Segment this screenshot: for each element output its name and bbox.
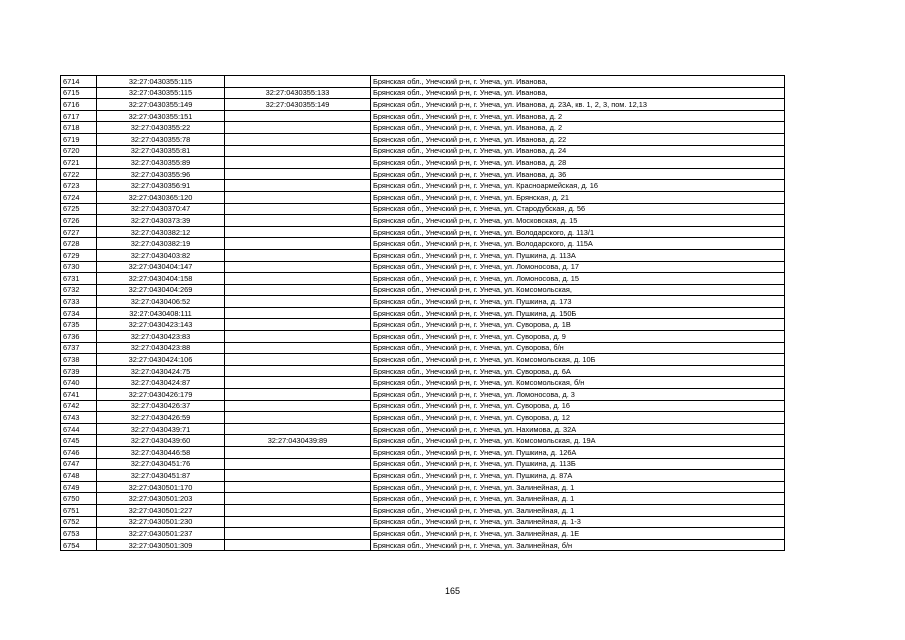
cadastral-number-cell: 32:27:0430501:227 (97, 504, 225, 516)
cadastral-number-cell: 32:27:0430356:91 (97, 180, 225, 192)
cadastral-number-cell: 32:27:0430423:143 (97, 319, 225, 331)
cadastral-number-cell: 32:27:0430382:12 (97, 226, 225, 238)
row-number-cell: 6728 (61, 238, 97, 250)
cadastral-number-cell: 32:27:0430404:147 (97, 261, 225, 273)
table-row (61, 273, 785, 285)
related-cadastral-number-cell (225, 354, 371, 366)
row-number-cell: 6754 (61, 539, 97, 551)
page-number: 165 (444, 586, 461, 596)
row-number-cell: 6738 (61, 354, 97, 366)
address-cell: Брянская обл., Унечский р-н, г. Унеча, ул. Пушкина, д. 113Б (371, 458, 785, 470)
related-cadastral-number-cell (225, 191, 371, 203)
address-cell: Брянская обл., Унечский р-н, г. Унеча, ул. Залинейная, д. 1 (371, 504, 785, 516)
related-cadastral-number-cell (225, 168, 371, 180)
address-cell: Брянская обл., Унечский р-н, г. Унеча, ул. Залинейная, б/н (371, 539, 785, 551)
address-cell: Брянская обл., Унечский р-н, г. Унеча, ул. Комсомольская, (371, 284, 785, 296)
row-number-cell: 6721 (61, 157, 97, 169)
table-row (61, 528, 785, 540)
cadastral-number-cell: 32:27:0430424:75 (97, 365, 225, 377)
table-row (61, 435, 785, 447)
related-cadastral-number-cell (225, 226, 371, 238)
table-row (61, 516, 785, 528)
cadastral-number-cell: 32:27:0430424:87 (97, 377, 225, 389)
row-number-cell: 6716 (61, 99, 97, 111)
table-row (61, 215, 785, 227)
related-cadastral-number-cell (225, 423, 371, 435)
address-cell: Брянская обл., Унечский р-н, г. Унеча, ул. Красноармейская, д. 16 (371, 180, 785, 192)
table-row (61, 389, 785, 401)
row-number-cell: 6726 (61, 215, 97, 227)
address-cell: Брянская обл., Унечский р-н, г. Унеча, ул. Иванова, д. 2 (371, 110, 785, 122)
cadastral-number-cell: 32:27:0430501:237 (97, 528, 225, 540)
address-cell: Брянская обл., Унечский р-н, г. Унеча, ул. Иванова, д. 36 (371, 168, 785, 180)
related-cadastral-number-cell (225, 76, 371, 88)
cadastral-number-cell: 32:27:0430373:39 (97, 215, 225, 227)
address-cell: Брянская обл., Унечский р-н, г. Унеча, ул. Залинейная, д. 1Е (371, 528, 785, 540)
table-row (61, 261, 785, 273)
row-number-cell: 6719 (61, 133, 97, 145)
row-number-cell: 6741 (61, 389, 97, 401)
related-cadastral-number-cell (225, 539, 371, 551)
related-cadastral-number-cell (225, 412, 371, 424)
row-number-cell: 6732 (61, 284, 97, 296)
table-row (61, 493, 785, 505)
row-number-cell: 6720 (61, 145, 97, 157)
related-cadastral-number-cell (225, 516, 371, 528)
cadastral-number-cell: 32:27:0430355:151 (97, 110, 225, 122)
address-cell: Брянская обл., Унечский р-н, г. Унеча, ул. Ломоносова, д. 17 (371, 261, 785, 273)
related-cadastral-number-cell (225, 145, 371, 157)
table-row (61, 423, 785, 435)
row-number-cell: 6717 (61, 110, 97, 122)
related-cadastral-number-cell (225, 504, 371, 516)
related-cadastral-number-cell (225, 331, 371, 343)
cadastral-number-cell: 32:27:0430501:203 (97, 493, 225, 505)
address-cell: Брянская обл., Унечский р-н, г. Унеча, ул. Пушкина, д. 87А (371, 470, 785, 482)
cadastral-number-cell: 32:27:0430501:170 (97, 481, 225, 493)
row-number-cell: 6751 (61, 504, 97, 516)
row-number-cell: 6745 (61, 435, 97, 447)
cadastral-number-cell: 32:27:0430501:230 (97, 516, 225, 528)
address-cell: Брянская обл., Унечский р-н, г. Унеча, ул. Московская, д. 15 (371, 215, 785, 227)
related-cadastral-number-cell: 32:27:0430355:149 (225, 99, 371, 111)
address-cell: Брянская обл., Унечский р-н, г. Унеча, ул. Суворова, д. 16 (371, 400, 785, 412)
related-cadastral-number-cell (225, 447, 371, 459)
table-row (61, 504, 785, 516)
related-cadastral-number-cell (225, 284, 371, 296)
row-number-cell: 6729 (61, 249, 97, 261)
row-number-cell: 6744 (61, 423, 97, 435)
cadastral-number-cell: 32:27:0430426:179 (97, 389, 225, 401)
address-cell: Брянская обл., Унечский р-н, г. Унеча, ул. Суворова, д. 12 (371, 412, 785, 424)
table-row (61, 447, 785, 459)
cadastral-number-cell: 32:27:0430424:106 (97, 354, 225, 366)
row-number-cell: 6734 (61, 307, 97, 319)
related-cadastral-number-cell (225, 261, 371, 273)
address-cell: Брянская обл., Унечский р-н, г. Унеча, ул. Иванова, (371, 76, 785, 88)
row-number-cell: 6725 (61, 203, 97, 215)
table-row (61, 76, 785, 88)
row-number-cell: 6743 (61, 412, 97, 424)
address-cell: Брянская обл., Унечский р-н, г. Унеча, ул. Суворова, б/н (371, 342, 785, 354)
row-number-cell: 6733 (61, 296, 97, 308)
row-number-cell: 6739 (61, 365, 97, 377)
address-cell: Брянская обл., Унечский р-н, г. Унеча, ул. Стародубская, д. 56 (371, 203, 785, 215)
table-row (61, 191, 785, 203)
related-cadastral-number-cell (225, 215, 371, 227)
related-cadastral-number-cell (225, 389, 371, 401)
table-row (61, 377, 785, 389)
cadastral-number-cell: 32:27:0430403:82 (97, 249, 225, 261)
row-number-cell: 6742 (61, 400, 97, 412)
cadastral-number-cell: 32:27:0430382:19 (97, 238, 225, 250)
cadastral-number-cell: 32:27:0430355:149 (97, 99, 225, 111)
table-row (61, 470, 785, 482)
table-row (61, 87, 785, 99)
table-row (61, 458, 785, 470)
address-cell: Брянская обл., Унечский р-н, г. Унеча, ул. Пушкина, д. 173 (371, 296, 785, 308)
cadastral-number-cell: 32:27:0430355:78 (97, 133, 225, 145)
table-row (61, 539, 785, 551)
row-number-cell: 6740 (61, 377, 97, 389)
table-row (61, 203, 785, 215)
row-number-cell: 6736 (61, 331, 97, 343)
table-body (61, 76, 785, 551)
related-cadastral-number-cell: 32:27:0430355:133 (225, 87, 371, 99)
table-row (61, 354, 785, 366)
cadastral-number-cell: 32:27:0430355:22 (97, 122, 225, 134)
address-cell: Брянская обл., Унечский р-н, г. Унеча, ул. Иванова, д. 24 (371, 145, 785, 157)
address-cell: Брянская обл., Унечский р-н, г. Унеча, ул. Залинейная, д. 1-3 (371, 516, 785, 528)
address-cell: Брянская обл., Унечский р-н, г. Унеча, ул. Пушкина, д. 113А (371, 249, 785, 261)
address-cell: Брянская обл., Унечский р-н, г. Унеча, ул. Иванова, (371, 87, 785, 99)
cadastral-number-cell: 32:27:0430439:60 (97, 435, 225, 447)
table-row (61, 296, 785, 308)
table-row (61, 226, 785, 238)
row-number-cell: 6735 (61, 319, 97, 331)
address-cell: Брянская обл., Унечский р-н, г. Унеча, ул. Иванова, д. 23А, кв. 1, 2, 3, пом. 12,13 (371, 99, 785, 111)
related-cadastral-number-cell (225, 296, 371, 308)
row-number-cell: 6723 (61, 180, 97, 192)
related-cadastral-number-cell (225, 273, 371, 285)
table-row (61, 319, 785, 331)
related-cadastral-number-cell (225, 157, 371, 169)
related-cadastral-number-cell (225, 180, 371, 192)
address-cell: Брянская обл., Унечский р-н, г. Унеча, ул. Пушкина, д. 126А (371, 447, 785, 459)
table-row (61, 168, 785, 180)
address-cell: Брянская обл., Унечский р-н, г. Унеча, ул. Брянская, д. 21 (371, 191, 785, 203)
row-number-cell: 6752 (61, 516, 97, 528)
row-number-cell: 6753 (61, 528, 97, 540)
row-number-cell: 6730 (61, 261, 97, 273)
row-number-cell: 6750 (61, 493, 97, 505)
cadastral-number-cell: 32:27:0430355:115 (97, 76, 225, 88)
row-number-cell: 6746 (61, 447, 97, 459)
cadastral-number-cell: 32:27:0430439:71 (97, 423, 225, 435)
related-cadastral-number-cell (225, 307, 371, 319)
row-number-cell: 6715 (61, 87, 97, 99)
related-cadastral-number-cell (225, 249, 371, 261)
table-row (61, 284, 785, 296)
cadastral-number-cell: 32:27:0430404:269 (97, 284, 225, 296)
cadastral-number-cell: 32:27:0430451:76 (97, 458, 225, 470)
address-cell: Брянская обл., Унечский р-н, г. Унеча, ул. Комсомольская, б/н (371, 377, 785, 389)
row-number-cell: 6737 (61, 342, 97, 354)
table-row (61, 180, 785, 192)
cadastral-number-cell: 32:27:0430408:111 (97, 307, 225, 319)
table-row (61, 145, 785, 157)
row-number-cell: 6731 (61, 273, 97, 285)
cadastral-number-cell: 32:27:0430404:158 (97, 273, 225, 285)
row-number-cell: 6714 (61, 76, 97, 88)
address-cell: Брянская обл., Унечский р-н, г. Унеча, ул. Нахимова, д. 32А (371, 423, 785, 435)
address-cell: Брянская обл., Унечский р-н, г. Унеча, ул. Иванова, д. 22 (371, 133, 785, 145)
related-cadastral-number-cell (225, 133, 371, 145)
cadastral-number-cell: 32:27:0430451:87 (97, 470, 225, 482)
related-cadastral-number-cell (225, 377, 371, 389)
related-cadastral-number-cell (225, 342, 371, 354)
address-cell: Брянская обл., Унечский р-н, г. Унеча, ул. Комсомольская, д. 10Б (371, 354, 785, 366)
row-number-cell: 6747 (61, 458, 97, 470)
table-row (61, 157, 785, 169)
address-cell: Брянская обл., Унечский р-н, г. Унеча, ул. Залинейная, д. 1 (371, 493, 785, 505)
related-cadastral-number-cell (225, 481, 371, 493)
cadastral-number-cell: 32:27:0430446:58 (97, 447, 225, 459)
row-number-cell: 6722 (61, 168, 97, 180)
related-cadastral-number-cell (225, 203, 371, 215)
cadastral-number-cell: 32:27:0430501:309 (97, 539, 225, 551)
table-row (61, 481, 785, 493)
table-row (61, 365, 785, 377)
address-cell: Брянская обл., Унечский р-н, г. Унеча, ул. Володарского, д. 115А (371, 238, 785, 250)
table-row (61, 133, 785, 145)
related-cadastral-number-cell (225, 319, 371, 331)
row-number-cell: 6748 (61, 470, 97, 482)
cadastral-number-cell: 32:27:0430355:96 (97, 168, 225, 180)
table-row (61, 307, 785, 319)
table-row (61, 110, 785, 122)
address-cell: Брянская обл., Унечский р-н, г. Унеча, ул. Комсомольская, д. 19А (371, 435, 785, 447)
row-number-cell: 6749 (61, 481, 97, 493)
related-cadastral-number-cell (225, 122, 371, 134)
related-cadastral-number-cell (225, 493, 371, 505)
table-row (61, 331, 785, 343)
cadastral-number-cell: 32:27:0430355:115 (97, 87, 225, 99)
table-row (61, 122, 785, 134)
table-row (61, 99, 785, 111)
address-cell: Брянская обл., Унечский р-н, г. Унеча, ул. Иванова, д. 28 (371, 157, 785, 169)
cadastral-number-cell: 32:27:0430426:37 (97, 400, 225, 412)
address-cell: Брянская обл., Унечский р-н, г. Унеча, ул. Иванова, д. 2 (371, 122, 785, 134)
table-row (61, 342, 785, 354)
table-row (61, 400, 785, 412)
related-cadastral-number-cell: 32:27:0430439:89 (225, 435, 371, 447)
related-cadastral-number-cell (225, 238, 371, 250)
cadastral-number-cell: 32:27:0430355:81 (97, 145, 225, 157)
row-number-cell: 6724 (61, 191, 97, 203)
cadastral-number-cell: 32:27:0430423:83 (97, 331, 225, 343)
related-cadastral-number-cell (225, 110, 371, 122)
related-cadastral-number-cell (225, 528, 371, 540)
related-cadastral-number-cell (225, 458, 371, 470)
row-number-cell: 6727 (61, 226, 97, 238)
address-cell: Брянская обл., Унечский р-н, г. Унеча, ул. Суворова, д. 1В (371, 319, 785, 331)
table-row (61, 412, 785, 424)
property-table (60, 75, 785, 551)
address-cell: Брянская обл., Унечский р-н, г. Унеча, ул. Суворова, д. 6А (371, 365, 785, 377)
address-cell: Брянская обл., Унечский р-н, г. Унеча, ул. Ломоносова, д. 15 (371, 273, 785, 285)
related-cadastral-number-cell (225, 400, 371, 412)
address-cell: Брянская обл., Унечский р-н, г. Унеча, ул. Володарского, д. 113/1 (371, 226, 785, 238)
address-cell: Брянская обл., Унечский р-н, г. Унеча, ул. Ломоносова, д. 3 (371, 389, 785, 401)
cadastral-number-cell: 32:27:0430426:59 (97, 412, 225, 424)
table-row (61, 249, 785, 261)
cadastral-number-cell: 32:27:0430423:88 (97, 342, 225, 354)
cadastral-number-cell: 32:27:0430365:120 (97, 191, 225, 203)
cadastral-number-cell: 32:27:0430370:47 (97, 203, 225, 215)
cadastral-number-cell: 32:27:0430406:52 (97, 296, 225, 308)
address-cell: Брянская обл., Унечский р-н, г. Унеча, ул. Залинейная, д. 1 (371, 481, 785, 493)
related-cadastral-number-cell (225, 470, 371, 482)
table-row (61, 238, 785, 250)
cadastral-number-cell: 32:27:0430355:89 (97, 157, 225, 169)
address-cell: Брянская обл., Унечский р-н, г. Унеча, ул. Суворова, д. 9 (371, 331, 785, 343)
related-cadastral-number-cell (225, 365, 371, 377)
row-number-cell: 6718 (61, 122, 97, 134)
address-cell: Брянская обл., Унечский р-н, г. Унеча, ул. Пушкина, д. 150Б (371, 307, 785, 319)
